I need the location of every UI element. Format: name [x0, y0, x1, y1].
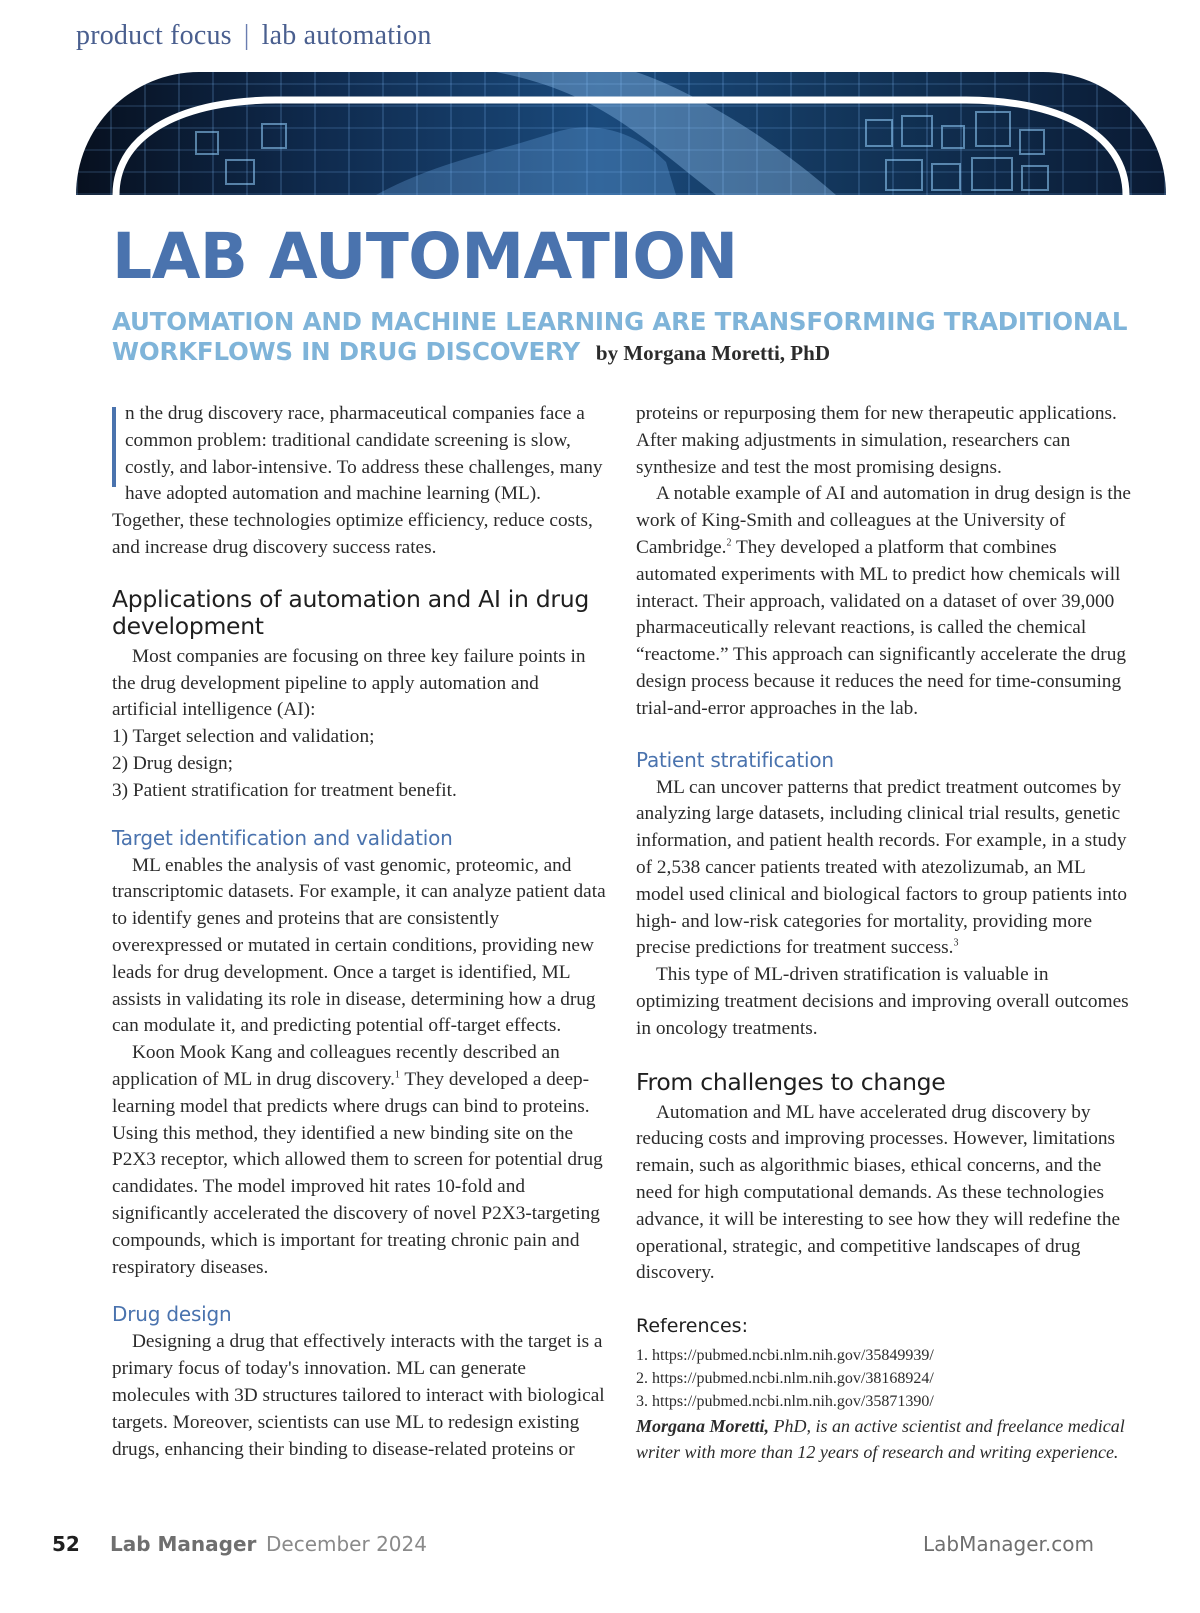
article-title: LAB AUTOMATION — [112, 220, 738, 293]
author-bio — [636, 1413, 1134, 1465]
website-link[interactable]: LabManager.com — [923, 1532, 1094, 1556]
references-heading: References: — [636, 1315, 748, 1338]
stratification-paragraph-2: This type of ML-driven stratification is valuable in optimizing treatment decisions and improving overall outcomes in oncology treatments. — [636, 964, 1129, 1039]
drug-design-paragraph-2 — [636, 481, 1134, 722]
stratification-paragraph-1-text: ML can uncover patterns that predict treatment outcomes by analyzing large datasets, including clinical trial results, genetic information, and patient health records. For example, in a study of 2,538 cancer patients treated with atezolizumab, an ML model used clinical and biological factors to group patients into high- and low-risk categories for mortality, providing more precise predictions for treatment success. — [636, 776, 1128, 959]
left-column — [112, 401, 608, 1463]
stratification-paragraph-1 — [636, 775, 1134, 963]
reference-link[interactable]: 2. https://pubmed.ncbi.nlm.nih.gov/38168924/ — [636, 1369, 934, 1387]
section-heading-patient-stratification: Patient stratification — [636, 747, 834, 772]
magazine-name: Lab Manager — [110, 1532, 257, 1556]
author-bio-text: PhD, is an active scientist and freelance medical writer with more than 12 years of research and writing experience. — [636, 1415, 1125, 1462]
section-heading-target-identification: Target identification and validation — [112, 825, 453, 850]
intro-paragraph — [112, 401, 608, 562]
header-banner-image — [76, 72, 1166, 195]
list-item: 3) Patient stratification for treatment benefit. — [112, 779, 457, 801]
banner-graphic — [76, 72, 1166, 195]
dropcap-bar — [112, 407, 116, 487]
target-paragraph-1: ML enables the analysis of vast genomic, proteomic, and transcriptomic datasets. For example, it can analyze patient data to identify genes and proteins that are consistently overexpressed or mutated in certain conditions, providing new leads for drug development. Once a target is identified, ML assists in validating its role in disease, determining how a drug can modulate it, and predicting potential off-target effects. — [112, 854, 606, 1037]
article-subtitle — [112, 307, 1162, 368]
subsection-label: lab automation — [261, 20, 432, 51]
section-separator: | — [243, 20, 250, 51]
target-paragraph-2-continued: They developed a deep-learning model that predicts where drugs can bind to proteins. Using this method, they identified a new binding site on the P2X3 receptor, which allowed them to screen for potential drug candidates. The model improved hit rates 10-fold and significantly accelerated the discovery of novel P2X3-targeting compounds, which is important for treating chronic pain and respiratory diseases. — [112, 1068, 603, 1278]
section-heading-applications: Applications of automation and AI in drug development — [112, 584, 589, 640]
target-paragraph-2-text: Koon Mook Kang and colleagues recently described an application of ML in drug discovery. — [112, 1042, 560, 1090]
section-label: product focus — [76, 20, 232, 51]
reference-marker: 1 — [394, 1069, 400, 1081]
subtitle-text: AUTOMATION AND MACHINE LEARNING ARE TRANSFORMING TRADITIONAL WORKFLOWS IN DRUG DISCOVERY — [112, 307, 1128, 366]
list-item: 2) Drug design; — [112, 752, 234, 774]
author-name: Morgana Moretti, — [636, 1415, 770, 1436]
reference-link[interactable]: 3. https://pubmed.ncbi.nlm.nih.gov/35871390/ — [636, 1392, 934, 1410]
drug-design-paragraph-1-continued: proteins or repurposing them for new therapeutic applications. After making adjustments in simulation, researchers can synthesize and test the most promising designs. — [636, 403, 1117, 478]
drug-design-paragraph-1: Designing a drug that effectively interacts with the target is a primary focus of today's innovation. ML can generate molecules with 3D structures tailored to interact with biological targets. Moreover, scientists can use ML to redesign existing drugs, enhancing their binding to disease-related proteins or — [112, 1331, 605, 1460]
applications-paragraph: Most companies are focusing on three key failure points in the drug development pipeline to apply automation and artificial intelligence (AI): — [112, 645, 586, 721]
section-tag — [76, 20, 432, 52]
section-heading-drug-design: Drug design — [112, 1302, 232, 1327]
right-column — [636, 401, 1134, 1465]
page-number: 52 — [52, 1532, 80, 1556]
byline: by Morgana Moretti, PhD — [595, 341, 830, 365]
section-heading-challenges: From challenges to change — [636, 1067, 946, 1096]
target-paragraph-2 — [112, 1040, 608, 1281]
issue-date: December 2024 — [266, 1532, 427, 1556]
reference-link[interactable]: 1. https://pubmed.ncbi.nlm.nih.gov/35849939/ — [636, 1346, 934, 1364]
intro-text: n the drug discovery race, pharmaceutical companies face a common problem: traditional candidate screening is slow, costly, and labor-intensive. To address these challenges, many have adopted automation and machine learning (ML). Together, these technologies optimize efficiency, reduce costs, and increase drug discovery success rates. — [112, 403, 603, 558]
reference-marker: 2 — [726, 537, 732, 549]
reference-marker: 3 — [953, 937, 959, 949]
challenges-paragraph: Automation and ML have accelerated drug discovery by reducing costs and improving processes. However, limitations remain, such as algorithmic biases, ethical concerns, and the need for high computational demands. As these technologies advance, it will be interesting to see how they will redefine the operational, strategic, and competitive landscapes of drug discovery. — [636, 1101, 1121, 1284]
drug-design-paragraph-2-continued: They developed a platform that combines automated experiments with ML to predict how chemicals will interact. Their approach, validated on a dataset of over 39,000 pharmaceutically relevant reactions, is called the chemical “reactome.” This approach can significantly accelerate the drug design process because it reduces the need for time-consuming trial-and-error approaches in the lab. — [636, 536, 1126, 719]
list-item: 1) Target selection and validation; — [112, 726, 375, 748]
drug-design-paragraph-2-text: A notable example of AI and automation in drug design is the work of King-Smith and colleagues at the University of Cambridge. — [636, 483, 1131, 558]
